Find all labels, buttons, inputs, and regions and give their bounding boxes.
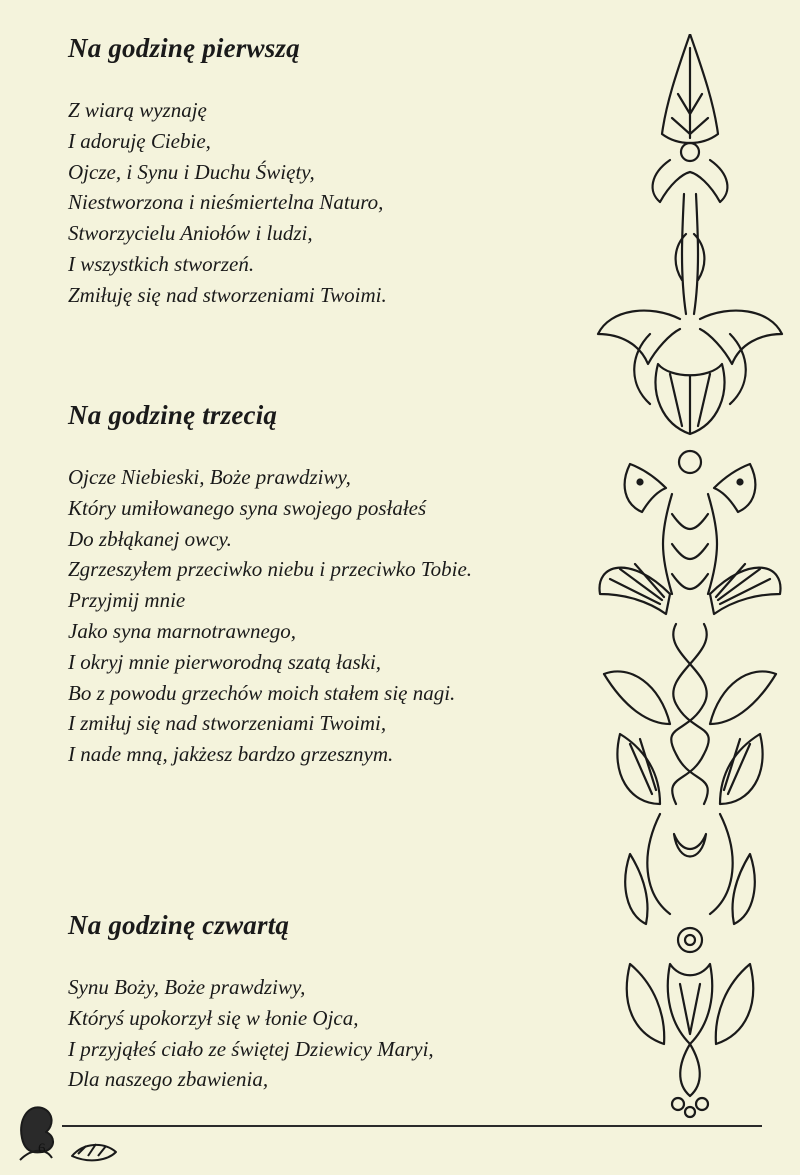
verse-line: Przyjmij mnie xyxy=(68,588,186,613)
section-heading: Na godzinę pierwszą xyxy=(68,33,300,63)
verse-line: Któryś upokorzył się w łonie Ojca, xyxy=(68,1005,359,1030)
verse-line: Zmiłuję się nad stworzeniami Twoimi. xyxy=(68,282,387,307)
verse-line: Synu Boży, Boże prawdziwy, xyxy=(68,975,306,999)
decorative-corner-icon xyxy=(12,1098,127,1168)
verse-line: Z wiarą wyznaję xyxy=(68,98,207,122)
verse-line: Ojcze, i Synu i Duchu Święty, xyxy=(68,159,315,184)
verse-line: Niestworzona i nieśmiertelna Naturo, xyxy=(68,190,384,215)
verse-line: Zgrzeszyłem przeciwko niebu i przeciwko Tobie. xyxy=(68,557,473,582)
verse-line: Bo z powodu grzechów moich stałem się nagi. xyxy=(68,680,456,705)
verse-line: I zmiłuj się nad stworzeniami Twoimi, xyxy=(68,711,387,736)
floral-vertical-ornament-icon xyxy=(590,34,790,1124)
prayer-section-fourth-hour xyxy=(68,910,588,1095)
prayer-section-third-hour xyxy=(68,400,588,770)
section-heading: Na godzinę czwartą xyxy=(68,910,290,940)
verse-line: Do zbłąkanej owcy. xyxy=(68,526,232,551)
prayer-section-first-hour xyxy=(68,33,588,311)
verse-line: Jako syna marnotrawnego, xyxy=(68,618,297,643)
section-heading: Na godzinę trzecią xyxy=(68,400,278,430)
footer-rule xyxy=(62,1125,762,1127)
page-number: 6 xyxy=(38,1141,46,1157)
verse-line: I nade mną, jakżesz bardzo grzesznym. xyxy=(68,742,394,767)
verse-line: I wszystkich stworzeń. xyxy=(68,251,255,276)
verse-line: I adoruję Ciebie, xyxy=(68,128,211,153)
verse-line: Który umiłowanego syna swojego posłałeś xyxy=(68,495,427,520)
verse-line: Ojcze Niebieski, Boże prawdziwy, xyxy=(68,465,351,489)
verse-line: I przyjąłeś ciało ze świętej Dziewicy Maryi, xyxy=(68,1036,434,1061)
verse-line: I okryj mnie pierworodną szatą łaski, xyxy=(68,649,382,674)
verse-line: Stworzycielu Aniołów i ludzi, xyxy=(68,221,313,246)
verse-line: Dla naszego zbawienia, xyxy=(68,1067,269,1092)
